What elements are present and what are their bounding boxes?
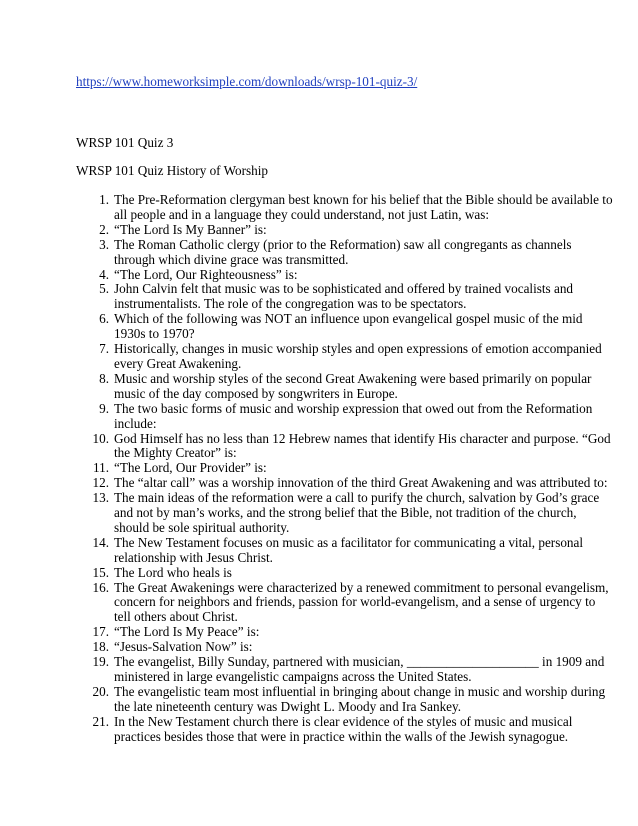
question-text: The evangelistic team most influential in bringing about change in music and worship during the late nineteenth century was Dwight L. Moody and Ira Sankey. xyxy=(114,683,606,714)
question-item xyxy=(99,221,614,238)
question-text: “The Lord, Our Provider” is: xyxy=(114,460,267,476)
question-text: The two basic forms of music and worship expression that owed out from the Reformation include: xyxy=(114,400,593,431)
question-item xyxy=(99,311,614,342)
question-item xyxy=(92,475,614,491)
question-text: Historically, changes in music worship styles and open expressions of emotion accompanied every Great Awakening. xyxy=(114,341,602,371)
question-item xyxy=(93,460,614,476)
question-text: John Calvin felt that music was to be sophisticated and offered by trained vocalists and instrumentalists. The role of the congregation was to be spectators. xyxy=(114,281,574,312)
question-text: The Pre-Reformation clergyman best known for his belief that the Bible should be available to all people and in a language they could understand, not just Latin, was: xyxy=(114,192,613,222)
question-number: 8. xyxy=(99,370,109,386)
question-item xyxy=(99,400,614,432)
question-text: The main ideas of the reformation were a call to purify the church, salvation by God’s grace and not by man’s works, and the strong belief that the Bible, not tradition of the church, should be sole spiritual authority. xyxy=(114,490,600,535)
question-item xyxy=(99,236,614,268)
question-item xyxy=(92,683,614,715)
question-text: The New Testament focuses on music as a facilitator for communicating a vital, personal relationship with Jesus Christ. xyxy=(114,534,584,565)
question-number: 17. xyxy=(92,624,109,640)
question-text: The Great Awakenings were characterized by a renewed commitment to personal evangelism, concern for neighbors and friends, passion for world-evangelism, and a sense of urgency to tell others about Christ. xyxy=(114,579,609,625)
question-text: “The Lord Is My Peace” is: xyxy=(114,624,260,640)
question-number: 13. xyxy=(92,490,109,506)
question-number: 16. xyxy=(92,579,109,595)
question-text: “Jesus-Salvation Now” is: xyxy=(114,639,253,655)
question-text: The “altar call” was a worship innovation of the third Great Awakening and was attributed to: xyxy=(114,475,608,491)
source-link[interactable]: https://www.homeworksimple.com/downloads/wrsp-101-quiz-3/ xyxy=(76,74,418,89)
question-list xyxy=(76,193,614,745)
question-number: 9. xyxy=(99,400,109,416)
question-number: 10. xyxy=(92,430,109,446)
question-text: The Roman Catholic clergy (prior to the Reformation) saw all congregants as channels through which divine grace was transmitted. xyxy=(114,236,572,267)
question-number: 7. xyxy=(99,341,109,357)
question-item xyxy=(92,654,614,685)
question-number: 5. xyxy=(99,281,109,297)
quiz-title: WRSP 101 Quiz 3 xyxy=(76,135,174,150)
question-item xyxy=(92,579,614,626)
question-item xyxy=(99,281,614,312)
question-number: 18. xyxy=(92,639,109,655)
question-item xyxy=(99,341,614,372)
question-number: 3. xyxy=(99,236,109,252)
question-number: 4. xyxy=(99,266,109,282)
question-number: 2. xyxy=(99,221,109,237)
question-number: 15. xyxy=(92,564,109,580)
question-item xyxy=(92,490,614,536)
question-text: “The Lord Is My Banner” is: xyxy=(114,221,267,237)
question-item xyxy=(92,624,614,640)
question-item xyxy=(99,266,614,283)
question-text: God Himself has no less than 12 Hebrew names that identify His character and purpose. “God the Mighty Creator” is: xyxy=(114,430,611,461)
question-item xyxy=(92,713,614,745)
question-number: 12. xyxy=(92,475,109,491)
question-text: In the New Testament church there is clear evidence of the styles of music and musical practices besides those that were in practice within the walls of the Jewish synagogue. xyxy=(114,713,573,744)
question-number: 20. xyxy=(92,683,109,699)
quiz-subtitle: WRSP 101 Quiz History of Worship xyxy=(76,163,268,178)
question-item xyxy=(92,534,614,566)
question-item xyxy=(92,564,614,581)
question-item xyxy=(92,639,614,655)
question-text: The Lord who heals is xyxy=(114,564,232,580)
question-text: Music and worship styles of the second Great Awakening were based primarily on popular music of the day composed by songwriters in Europe. xyxy=(114,370,592,401)
question-number: 1. xyxy=(99,192,109,207)
question-number: 6. xyxy=(99,311,109,327)
question-number: 19. xyxy=(92,654,109,670)
question-text: “The Lord, Our Righteousness” is: xyxy=(114,266,298,282)
question-item xyxy=(92,430,614,462)
question-item xyxy=(99,192,614,223)
question-number: 21. xyxy=(92,713,109,729)
question-number: 11. xyxy=(93,460,109,476)
question-text: Which of the following was NOT an influence upon evangelical gospel music of the mid 1930s to 1970? xyxy=(114,311,583,342)
question-number: 14. xyxy=(92,534,109,550)
question-item xyxy=(99,370,614,402)
question-text: The evangelist, Billy Sunday, partnered with musician, ____________________ in 1909 and ministered in large evangelistic campaigns across the United States. xyxy=(114,654,605,684)
